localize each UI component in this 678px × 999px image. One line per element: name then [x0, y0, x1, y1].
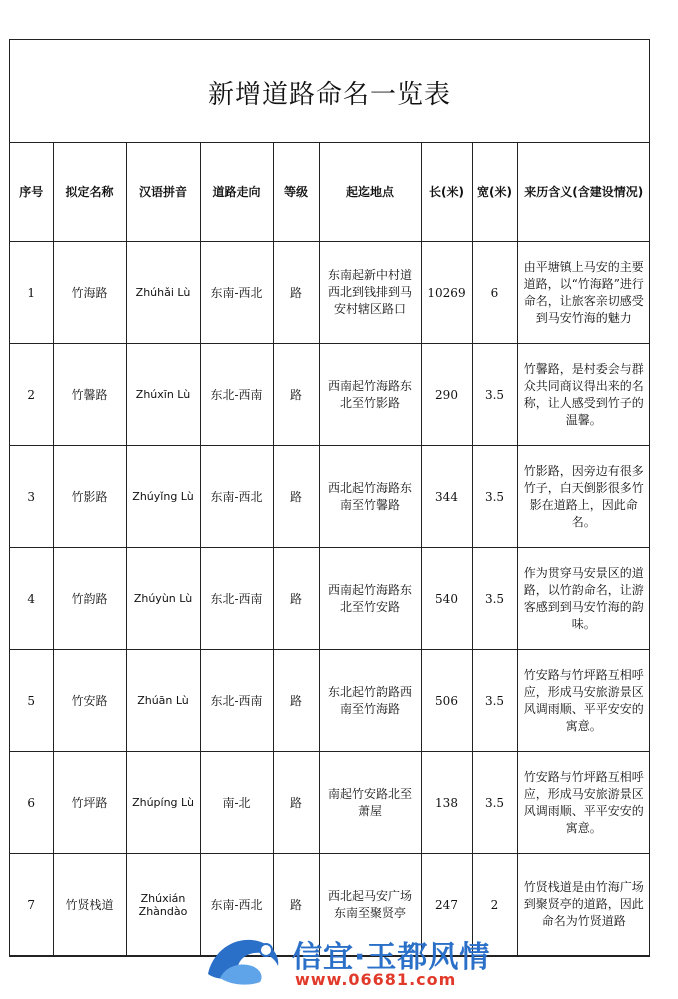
watermark — [200, 930, 490, 992]
page-title: 新增道路命名一览表 — [207, 79, 451, 110]
cell-no: 5 — [10, 650, 53, 752]
cell-endpoints: 南起竹安路北至萧屋 — [319, 752, 421, 854]
cell-meaning: 竹影路，因旁边有很多竹子，白天倒影很多竹影在道路上，因此命名。 — [517, 446, 650, 548]
cell-length: 506 — [421, 650, 472, 752]
header-meaning: 来历含义(含建设情况) — [517, 143, 650, 242]
cell-name: 竹馨路 — [53, 344, 126, 446]
cell-direction: 南-北 — [200, 752, 273, 854]
table-row — [10, 344, 650, 446]
cell-length: 247 — [421, 854, 472, 956]
road-naming-sheet — [9, 39, 650, 957]
cell-pinyin: Zhúxīn Lù — [126, 344, 200, 446]
cell-name: 竹安路 — [53, 650, 126, 752]
cell-width: 3.5 — [472, 752, 517, 854]
header-pinyin: 汉语拼音 — [126, 143, 200, 242]
cell-length: 10269 — [421, 242, 472, 344]
cell-no: 6 — [10, 752, 53, 854]
table-row — [10, 752, 650, 854]
table-row — [10, 650, 650, 752]
cell-width: 3.5 — [472, 548, 517, 650]
cell-endpoints: 西南起竹海路东北至竹安路 — [319, 548, 421, 650]
cell-pinyin: Zhúxián Zhàndào — [126, 854, 200, 956]
cell-endpoints: 东南起新中村道西北到钱排到马安村辖区路口 — [319, 242, 421, 344]
cell-no: 2 — [10, 344, 53, 446]
header-grade: 等级 — [273, 143, 319, 242]
cell-pinyin: Zhúyùn Lù — [126, 548, 200, 650]
table-row — [10, 446, 650, 548]
table-row — [10, 548, 650, 650]
title-row — [10, 40, 649, 143]
cell-endpoints: 东北起竹韵路西南至竹海路 — [319, 650, 421, 752]
cell-width: 3.5 — [472, 650, 517, 752]
cell-width: 2 — [472, 854, 517, 956]
cell-meaning: 作为贯穿马安景区的道路，以竹韵命名，让游客感到到马安竹海的韵味。 — [517, 548, 650, 650]
cell-length: 138 — [421, 752, 472, 854]
cell-name: 竹海路 — [53, 242, 126, 344]
cell-width: 3.5 — [472, 344, 517, 446]
cell-meaning: 竹安路与竹坪路互相呼应，形成马安旅游景区风调雨顺、平平安安的寓意。 — [517, 752, 650, 854]
cell-no: 4 — [10, 548, 53, 650]
cell-width: 3.5 — [472, 446, 517, 548]
cell-direction: 东北-西南 — [200, 344, 273, 446]
cell-meaning: 竹安路与竹坪路互相呼应，形成马安旅游景区风调雨顺、平平安安的寓意。 — [517, 650, 650, 752]
cell-no: 7 — [10, 854, 53, 956]
cell-direction: 东南-西北 — [200, 446, 273, 548]
cell-name: 竹坪路 — [53, 752, 126, 854]
cell-direction: 东南-西北 — [200, 854, 273, 956]
cell-pinyin: Zhúān Lù — [126, 650, 200, 752]
header-length: 长(米) — [421, 143, 472, 242]
cell-grade: 路 — [273, 548, 319, 650]
cell-grade: 路 — [273, 854, 319, 956]
header-name: 拟定名称 — [53, 143, 126, 242]
cell-meaning: 竹馨路，是村委会与群众共同商议得出来的名称，让人感受到竹子的温馨。 — [517, 344, 650, 446]
watermark-url: www.06681.com — [295, 970, 457, 989]
cell-direction: 东北-西南 — [200, 650, 273, 752]
header-endpoints: 起迄地点 — [319, 143, 421, 242]
cell-endpoints: 西北起马安广场东南至聚贤亭 — [319, 854, 421, 956]
cell-grade: 路 — [273, 242, 319, 344]
cell-length: 540 — [421, 548, 472, 650]
cell-width: 6 — [472, 242, 517, 344]
cell-endpoints: 西南起竹海路东北至竹影路 — [319, 344, 421, 446]
cell-name: 竹韵路 — [53, 548, 126, 650]
cell-grade: 路 — [273, 446, 319, 548]
header-row — [10, 143, 650, 242]
cell-pinyin: Zhúyǐng Lù — [126, 446, 200, 548]
cell-pinyin: Zhúpíng Lù — [126, 752, 200, 854]
cell-grade: 路 — [273, 344, 319, 446]
table-row — [10, 242, 650, 344]
cell-direction: 东南-西北 — [200, 242, 273, 344]
cell-length: 290 — [421, 344, 472, 446]
cell-name: 竹影路 — [53, 446, 126, 548]
header-direction: 道路走向 — [200, 143, 273, 242]
cell-pinyin: Zhúhǎi Lù — [126, 242, 200, 344]
cell-meaning: 由平塘镇上马安的主要道路，以“竹海路”进行命名，让旅客亲切感受到马安竹海的魅力 — [517, 242, 650, 344]
cell-no: 1 — [10, 242, 53, 344]
cell-direction: 东北-西南 — [200, 548, 273, 650]
cell-length: 344 — [421, 446, 472, 548]
cell-grade: 路 — [273, 650, 319, 752]
cell-name: 竹贤栈道 — [53, 854, 126, 956]
cell-grade: 路 — [273, 752, 319, 854]
cell-endpoints: 西北起竹海路东南至竹馨路 — [319, 446, 421, 548]
cell-no: 3 — [10, 446, 53, 548]
watermark-text: 信宜·玉都风情 — [292, 940, 491, 975]
header-no: 序号 — [10, 143, 53, 242]
header-width: 宽(米) — [472, 143, 517, 242]
road-table — [10, 143, 650, 956]
cell-meaning: 竹贤栈道是由竹海广场到聚贤亭的道路，因此命名为竹贤道路 — [517, 854, 650, 956]
wave-logo-icon — [200, 930, 295, 992]
